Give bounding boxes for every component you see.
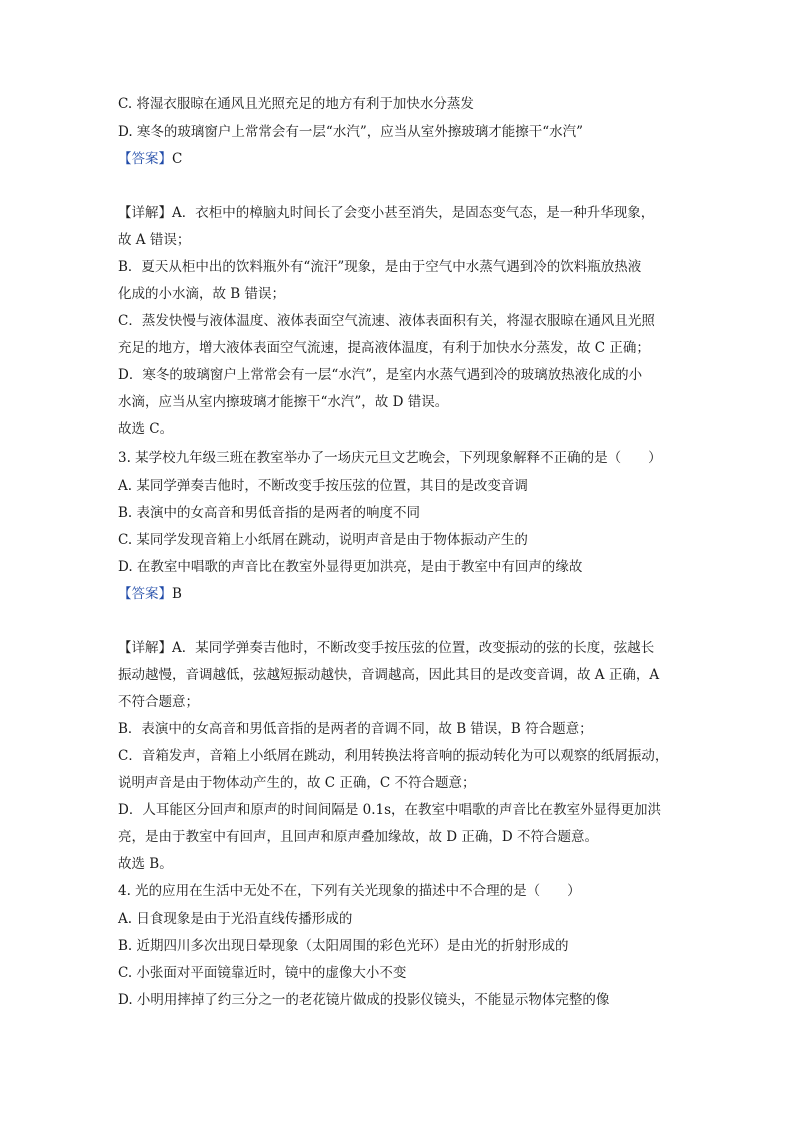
q2-explain-line: 故 A 错误； [118, 232, 191, 248]
answer-tag: 【答案】 [118, 151, 172, 167]
q2-option-c: C. 将湿衣服晾在通风且光照充足的地方有利于加快水分蒸发 [118, 96, 474, 112]
q2-explain-line: 水滴，应当从室内擦玻璃才能擦干“水汽”，故 D 错误。 [118, 394, 449, 410]
q3-explain-line: 不符合题意； [118, 694, 199, 710]
q3-option-a: A. 某同学弹奏吉他时，不断改变手按压弦的位置，其目的是改变音调 [118, 478, 528, 494]
q2-conclusion: 故选 C。 [118, 421, 174, 437]
answer-value: B [172, 586, 182, 602]
q2-explain-line: C．蒸发快慢与液体温度、液体表面空气流速、液体表面积有关，将湿衣服晾在通风且光照 [118, 313, 655, 329]
q2-option-d: D. 寒冬的玻璃窗户上常常会有一层“水汽”，应当从室外擦玻璃才能擦干“水汽” [118, 124, 584, 140]
q3-explain-line: 振动越慢，音调越低，弦越短振动越快，音调越高，因此其目的是改变音调，故 A 正确，A [118, 667, 660, 683]
explain-tag: 【详解】 [118, 640, 172, 656]
q2-explain-line [118, 203, 654, 223]
q4-option-c: C. 小张面对平面镜靠近时，镜中的虚像大小不变 [118, 965, 407, 981]
q3-explain-line: C．音箱发声，音箱上小纸屑在跳动，利用转换法将音响的振动转化为可以观察的纸屑振动， [118, 748, 669, 764]
q4-stem: 4. 光的应用在生活中无处不在，下列有关光现象的描述中不合理的是（ ） [118, 883, 581, 899]
q2-explain-line: 化成的小水滴，故 B 错误； [118, 286, 286, 302]
q2-answer [118, 149, 182, 169]
q3-option-d: D. 在教室中唱歌的声音比在教室外显得更加洪亮，是由于教室中有回声的缘故 [118, 559, 583, 575]
explain-text: A．某同学弹奏吉他时，不断改变手按压弦的位置，改变振动的弦的长度，弦越长 [172, 640, 655, 656]
explain-tag: 【详解】 [118, 205, 172, 221]
q3-answer [118, 584, 182, 604]
q3-explain-line: 说明声音是由于物体动产生的，故 C 正确，C 不符合题意； [118, 775, 476, 791]
q3-conclusion: 故选 B。 [118, 856, 173, 872]
q3-stem: 3. 某学校九年级三班在教室举办了一场庆元旦文艺晚会，下列现象解释不正确的是（ ） [118, 450, 662, 466]
q2-explain-line: D．寒冬的玻璃窗户上常常会有一层“水汽”，是室内水蒸气遇到冷的玻璃放热液化成的小 [118, 367, 643, 383]
q3-option-b: B. 表演中的女高音和男低音指的是两者的响度不同 [118, 505, 421, 521]
q3-explain-line [118, 638, 654, 658]
q3-option-c: C. 某同学发现音箱上小纸屑在跳动，说明声音是由于物体振动产生的 [118, 532, 528, 548]
q3-explain-line: B．表演中的女高音和男低音指的是两者的音调不同，故 B 错误，B 符合题意； [118, 721, 593, 737]
q4-option-d: D. 小明用摔掉了约三分之一的老花镜片做成的投影仪镜头，不能显示物体完整的像 [118, 992, 610, 1008]
q2-explain-line: B．夏天从柜中出的饮料瓶外有“流汗”现象，是由于空气中水蒸气遇到冷的饮料瓶放热液 [118, 259, 642, 275]
explain-text: A．衣柜中的樟脑丸时间长了会变小甚至消失，是固态变气态，是一种升华现象， [172, 205, 655, 221]
q4-option-b: B. 近期四川多次出现日晕现象（太阳周围的彩色光环）是由光的折射形成的 [118, 938, 569, 954]
answer-value: C [172, 151, 183, 167]
answer-tag: 【答案】 [118, 586, 172, 602]
q3-explain-line: D．人耳能区分回声和原声的时间间隔是 0.1s，在教室中唱歌的声音比在教室外显得更加洪 [118, 802, 662, 818]
q2-explain-line: 充足的地方，增大液体表面空气流速，提高液体温度，有利于加快水分蒸发，故 C 正确； [118, 340, 650, 356]
q3-explain-line: 亮，是由于教室中有回声，且回声和原声叠加缘故，故 D 正确，D 不符合题意。 [118, 829, 599, 845]
q4-option-a: A. 日食现象是由于光沿直线传播形成的 [118, 911, 353, 927]
